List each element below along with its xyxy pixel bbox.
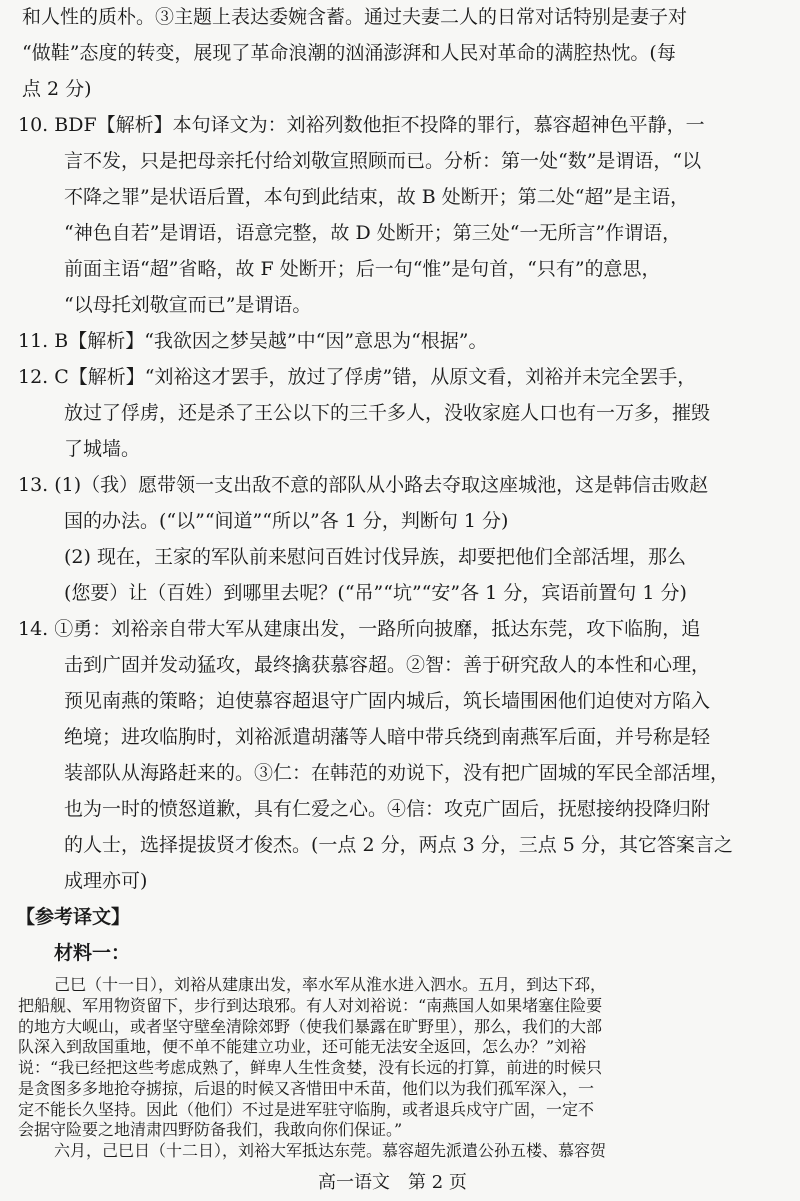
answer-11-line: 11. B【解析】“我欲因之梦吴越”中“因”意思为“根据”。 xyxy=(18,330,488,352)
section-heading: 【参考译文】 xyxy=(16,906,131,928)
text-line: 了城墙。 xyxy=(64,438,141,460)
text-line: “神色自若”是谓语，语意完整，故 D 处断开；第三处“一无所言”作谓语， xyxy=(64,222,682,244)
text-line: 的地方大岘山，或者坚守壁垒清除郊野（使我们暴露在旷野里），那么，我们的大部 xyxy=(18,1017,603,1036)
text-line: 说：“我已经把这些考虑成熟了，鲜卑人生性贪婪，没有长远的打算，前进的时候只 xyxy=(18,1058,603,1077)
text-line: 把船舰、军用物资留下，步行到达琅邪。有人对刘裕说：“南燕国人如果堵塞住险要 xyxy=(18,996,603,1015)
text-line: 装部队从海路赶来的。③仁：在韩范的劝说下，没有把广固城的军民全部活埋， xyxy=(64,762,730,784)
answer-14-line: 14. ①勇：刘裕亲自带大军从建康出发，一路所向披靡，抵达东莞，攻下临朐，追 xyxy=(18,618,701,640)
text-line: (2) 现在，王家的军队前来慰问百姓讨伐异族，却要把他们全部活埋，那么 xyxy=(64,546,686,568)
text-line: 点 2 分) xyxy=(22,78,92,100)
text-line: 是贪图多多地抢夺掳掠，后退的时候又吝惜田中禾苗，他们以为我们孤军深入，一 xyxy=(18,1079,595,1098)
text-line: 预见南燕的策略；迫使慕容超退守广固内城后，筑长墙围困他们迫使对方陷入 xyxy=(64,690,711,712)
text-line: 会据守险要之地清肃四野防备我们，我敢向你们保证。” xyxy=(18,1120,403,1139)
answer-12-line: 12. C【解析】“刘裕这才罢手，放过了俘虏”错，从原文看，刘裕并未完全罢手， xyxy=(18,366,697,388)
text-line: 绝境；进攻临朐时，刘裕派遣胡藩等人暗中带兵绕到南燕军后面，并号称是轻 xyxy=(64,726,711,748)
text-line: 成理亦可) xyxy=(64,870,148,892)
text-line: “做鞋”态度的转变，展现了革命浪潮的汹涌澎湃和人民对革命的满腔热忱。(每 xyxy=(22,42,676,64)
text-line: 放过了俘虏，还是杀了王公以下的三千多人，没收家庭人口也有一万多，摧毁 xyxy=(64,402,711,424)
text-line: 六月，己巳日（十二日），刘裕大军抵达东莞。慕容超先派遣公孙五楼、慕容贺 xyxy=(54,1141,607,1160)
text-line: 言不发，只是把母亲托付给刘敬宣照顾而已。分析：第一处“数”是谓语，“以 xyxy=(64,150,702,172)
text-line: 不降之罪”是状语后置，本句到此结束，故 B 处断开；第二处“超”是主语， xyxy=(64,186,690,208)
text-line: 前面主语“超”省略，故 F 处断开；后一句“惟”是句首，“只有”的意思， xyxy=(64,258,661,280)
text-line: 击到广固并发动猛攻，最终擒获慕容超。②智：善于研究敌人的本性和心理， xyxy=(64,654,711,676)
text-line: 的人士，选择提拔贤才俊杰。(一点 2 分，两点 3 分，三点 5 分，其它答案言之 xyxy=(64,834,733,856)
answer-13-line: 13. (1)（我）愿带领一支出敌不意的部队从小路去夺取这座城池，这是韩信击败赵 xyxy=(18,474,709,496)
text-line: “以母托刘敬宣而已”是谓语。 xyxy=(64,294,312,316)
text-line: (您要）让（百姓）到哪里去呢？(“吊”“坑”“安”各 1 分，宾语前置句 1 分) xyxy=(64,582,687,604)
material-heading: 材料一： xyxy=(54,942,131,964)
text-line: 定不能长久坚持。因此（他们）不过是进军驻守临朐，或者退兵戍守广固，一定不 xyxy=(18,1100,595,1119)
page-footer: 高一语文 第 2 页 xyxy=(318,1172,467,1193)
answer-10-line: 10. BDF【解析】本句译文为：刘裕列数他拒不投降的罪行，慕容超神色平静，一 xyxy=(18,114,705,136)
text-line: 己巳（十一日），刘裕从建康出发，率水军从淮水进入泗水。五月，到达下邳， xyxy=(54,975,607,994)
text-line: 国的办法。(“以”“间道”“所以”各 1 分，判断句 1 分) xyxy=(64,510,509,532)
text-line: 和人性的质朴。③主题上表达委婉含蓄。通过夫妻二人的日常对话特别是妻子对 xyxy=(22,6,688,28)
text-line: 队深入到敌国重地，便不单不能建立功业，还可能无法安全返回，怎么办？”刘裕 xyxy=(18,1037,587,1056)
text-line: 也为一时的愤怒道歉，具有仁爱之心。④信：攻克广固后，抚慰接纳投降归附 xyxy=(64,798,711,820)
